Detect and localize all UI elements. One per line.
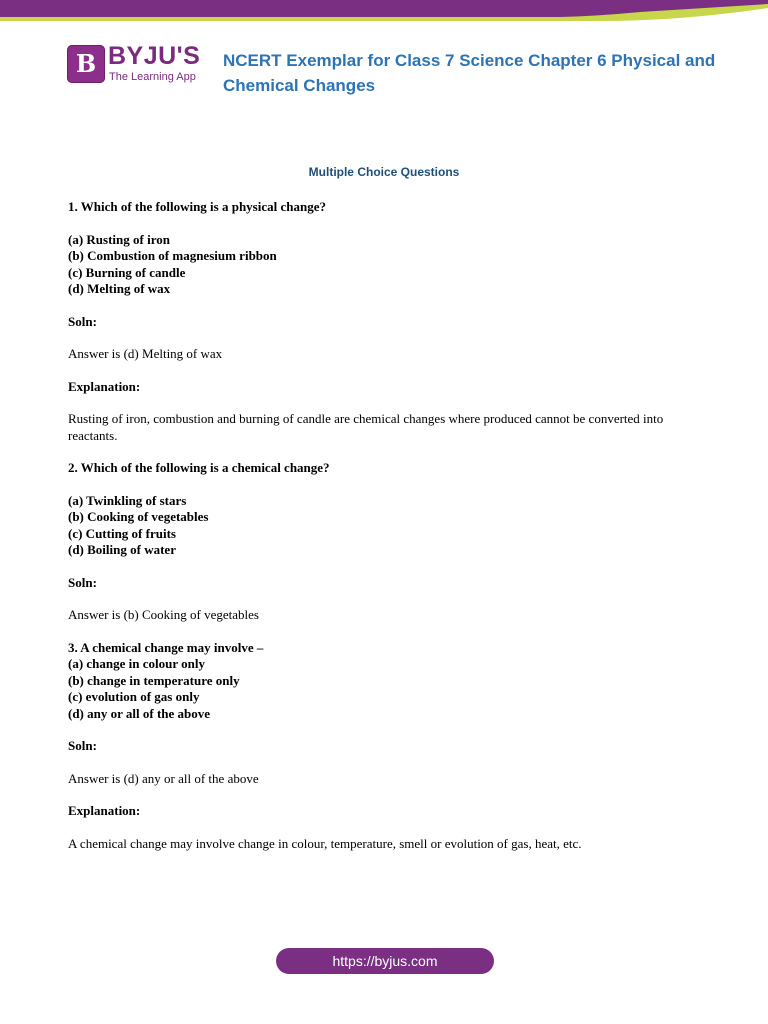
explanation-text: A chemical change may involve change in colour, temperature, smell or evolution of gas, heat, etc. (68, 835, 582, 851)
footer-url-link[interactable]: https://byjus.com (276, 948, 494, 974)
logo-tagline: The Learning App (109, 71, 196, 83)
soln-label: Soln: (68, 574, 97, 590)
question-1: 1. Which of the following is a physical change? (68, 199, 326, 214)
question-3-block (68, 640, 708, 723)
document-body (68, 199, 708, 868)
explanation-label: Explanation: (68, 378, 141, 394)
byjus-logo (67, 42, 201, 87)
document-title: NCERT Exemplar for Class 7 Science Chapter 6 Physical and Chemical Changes (223, 51, 716, 95)
answer-text: Answer is (b) Cooking of vegetables (68, 607, 259, 622)
answer-text: Answer is (d) Melting of wax (68, 346, 223, 361)
option: (c) Cutting of fruits (68, 525, 176, 541)
question-2-options (68, 493, 708, 559)
question-2: 2. Which of the following is a chemical change? (68, 460, 330, 475)
option: (d) Melting of wax (68, 281, 171, 296)
option: (b) Combustion of magnesium ribbon (68, 248, 277, 263)
soln-label: Soln: (68, 738, 97, 753)
option: (d) Boiling of water (68, 542, 176, 557)
logo-badge (67, 45, 105, 83)
question-1-options (68, 232, 708, 298)
option: (d) any or all of the above (68, 705, 211, 721)
option: (a) Twinkling of stars (68, 492, 187, 508)
soln-label: Soln: (68, 313, 97, 329)
logo-wordmark: BYJU'S (108, 42, 201, 70)
option: (b) Cooking of vegetables (68, 509, 209, 524)
section-heading: Multiple Choice Questions (308, 165, 460, 179)
question-3: 3. A chemical change may involve – (68, 639, 264, 655)
logo-letter: B (75, 49, 97, 78)
option: (a) change in colour only (68, 656, 205, 671)
answer-text: Answer is (d) any or all of the above (68, 770, 259, 786)
explanation-label: Explanation: (68, 803, 141, 818)
option: (b) change in temperature only (68, 672, 240, 688)
top-decorative-band (0, 0, 768, 22)
option: (c) Burning of candle (68, 264, 186, 280)
explanation-text: Rusting of iron, combustion and burning of candle are chemical changes where produced cannot be converted into reactants. (68, 411, 664, 443)
option: (a) Rusting of iron (68, 231, 170, 247)
option: (c) evolution of gas only (68, 689, 200, 704)
